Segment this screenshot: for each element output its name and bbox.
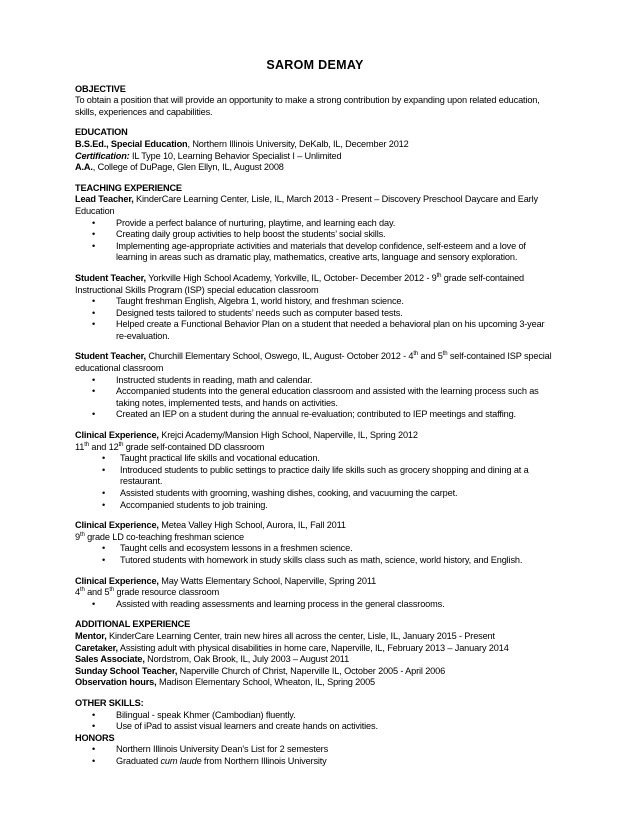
list-item: • Use of iPad to assist visual learners and create hands on activities. xyxy=(116,721,555,733)
additional-heading: ADDITIONAL EXPERIENCE xyxy=(75,619,191,630)
resume-name: SAROM DEMAY xyxy=(266,58,364,72)
honors-text: from Northern Illinois University xyxy=(201,755,327,766)
education-line xyxy=(75,151,555,163)
list-item xyxy=(116,756,555,768)
teaching-heading: TEACHING EXPERIENCE xyxy=(75,182,182,193)
list-item: • Assisted students with grooming, washing dishes, cooking, and vacuuming the carpet. xyxy=(120,488,555,500)
job-detail-cont: self-contained ISP special educational classroom xyxy=(75,351,552,374)
superscript: th xyxy=(436,272,442,279)
job-role: Clinical Experience, xyxy=(75,575,159,586)
education-section xyxy=(75,127,555,173)
superscript: th xyxy=(84,441,89,448)
education-line xyxy=(75,162,555,174)
skills-section xyxy=(75,698,555,768)
certification-label: Certification: xyxy=(75,150,130,161)
objective-section xyxy=(75,84,555,119)
job-clinical-krejci xyxy=(75,430,555,511)
grade-text: and 5 xyxy=(84,587,110,598)
additional-line xyxy=(75,631,555,643)
list-item: • Provide a perfect balance of nurturing, playtime, and learning each day. xyxy=(116,218,555,230)
list-item: • Taught freshman English, Algebra 1, world history, and freshman science. xyxy=(116,296,555,308)
role-label: Sunday School Teacher, xyxy=(75,665,178,676)
associate-detail: , College of DuPage, Glen Ellyn, IL, August 2008 xyxy=(92,162,284,173)
degree-label: B.S.Ed., Special Education xyxy=(75,138,188,149)
honors-heading: HONORS xyxy=(75,732,115,743)
grade-text: 9 xyxy=(75,531,80,542)
list-item: • Designed tests tailored to students’ needs such as computer based tests. xyxy=(116,308,555,320)
skills-heading: OTHER SKILLS: xyxy=(75,697,144,708)
job-lead-teacher xyxy=(75,194,555,264)
education-line xyxy=(75,139,555,151)
job-detail: Krejci Academy/Mansion High School, Naperville, IL, Spring 2012 xyxy=(158,430,418,441)
grade-text: 4 xyxy=(75,587,80,598)
role-label: Caretaker, xyxy=(75,642,118,653)
job-detail-mid: and 5 xyxy=(418,351,443,362)
list-item: • Assisted with reading assessments and learning process in the general classrooms. xyxy=(116,599,555,611)
honors-text: Graduated xyxy=(116,755,161,766)
superscript: th xyxy=(79,587,85,594)
list-item: • Taught practical life skills and vocational education. xyxy=(120,453,555,465)
job-role: Lead Teacher, xyxy=(75,194,134,205)
grade-text: 11 xyxy=(75,441,85,452)
education-heading: EDUCATION xyxy=(75,127,128,138)
job-detail: May Watts Elementary School, Naperville, Spring 2011 xyxy=(158,575,377,586)
job-role: Clinical Experience, xyxy=(75,520,159,531)
honors-italic: cum laude xyxy=(160,755,202,766)
associate-label: A.A. xyxy=(75,162,93,173)
list-item: • Taught cells and ecosystem lessons in a freshmen science. xyxy=(120,543,555,555)
role-label: Observation hours, xyxy=(75,677,157,688)
role-label: Mentor, xyxy=(75,630,107,641)
resume-page xyxy=(75,60,555,767)
degree-detail: , Northern Illinois University, DeKalb, IL, December 2012 xyxy=(187,138,409,149)
grade-text: grade self-contained DD classroom xyxy=(123,441,265,452)
job-clinical-maywatts xyxy=(75,576,555,611)
objective-heading: OBJECTIVE xyxy=(75,83,126,94)
additional-line xyxy=(75,666,555,678)
list-item: • Accompanied students to job training. xyxy=(120,500,555,512)
role-detail: Nordstrom, Oak Brook, IL, July 2003 – August 2011 xyxy=(144,654,350,665)
grade-text: and 12 xyxy=(88,441,119,452)
role-detail: Naperville Church of Christ, Naperville IL, October 2005 - April 2006 xyxy=(177,665,446,676)
objective-text: To obtain a position that will provide an opportunity to make a strong contribution by expanding upon related education, skills, experiences and capabilities. xyxy=(75,95,540,117)
job-detail-cont: grade self-contained Instructional Skills Program (ISP) special education classroom xyxy=(75,272,525,295)
superscript: th xyxy=(109,587,115,594)
list-item: • Creating daily group activities to help boost the students’ social skills. xyxy=(116,229,555,241)
job-detail: Churchill Elementary School, Oswego, IL, August- October 2012 - 4 xyxy=(145,351,414,362)
job-student-teacher-yorkville xyxy=(75,273,555,343)
job-detail: Metea Valley High School, Aurora, IL, Fall 2011 xyxy=(158,520,346,531)
certification-detail: IL Type 10, Learning Behavior Specialist I – Unlimited xyxy=(129,150,342,161)
role-label: Sales Associate, xyxy=(75,654,145,665)
job-role: Clinical Experience, xyxy=(75,430,159,441)
grade-text: grade resource classroom xyxy=(114,587,220,598)
list-item: • Introduced students to public settings to practice daily life skills such as grocery shopping and dining at a restaurant. xyxy=(120,465,555,488)
superscript: th xyxy=(79,531,85,538)
job-student-teacher-churchill xyxy=(75,351,555,421)
additional-section xyxy=(75,619,555,689)
job-detail: Yorkville High School Academy, Yorkville, IL, October- December 2012 - 9 xyxy=(145,272,437,283)
job-clinical-metea xyxy=(75,520,555,566)
list-item: • Northern Illinois University Dean’s List for 2 semesters xyxy=(116,744,555,756)
job-role: Student Teacher, xyxy=(75,351,146,362)
additional-line xyxy=(75,677,555,689)
teaching-section xyxy=(75,183,555,611)
list-item: • Helped create a Functional Behavior Plan on a student that needed a behavioral plan on his upcoming 3-year re-evaluation. xyxy=(116,319,555,342)
list-item: • Instructed students in reading, math and calendar. xyxy=(116,375,555,387)
list-item: • Tutored students with homework in study skills class such as math, science, world history, and English. xyxy=(120,555,555,567)
list-item: • Implementing age-appropriate activities and materials that develop confidence, self-esteem and a love of learning in areas such as dramatic play, mathematics, creative arts, language and sensory exploration. xyxy=(116,241,555,264)
list-item: • Bilingual - speak Khmer (Cambodian) fluently. xyxy=(116,710,555,722)
role-detail: Assisting adult with physical disabilities in home care, Naperville, IL, February 2013 – January 2014 xyxy=(117,642,509,653)
list-item: • Created an IEP on a student during the annual re-evaluation; contributed to IEP meetings and staffing. xyxy=(116,409,555,421)
superscript: th xyxy=(118,441,124,448)
grade-text: grade LD co-teaching freshman science xyxy=(84,531,244,542)
superscript: th xyxy=(442,351,448,358)
additional-line xyxy=(75,654,555,666)
list-item: • Accompanied students into the general education classroom and assisted with the learning process such as taking notes, implemented tests, and hands on activities. xyxy=(116,386,555,409)
job-role: Student Teacher, xyxy=(75,272,146,283)
role-detail: KinderCare Learning Center, train new hires all across the center, Lisle, IL, January 2015 - Present xyxy=(106,630,495,641)
job-detail: KinderCare Learning Center, Lisle, IL, March 2013 - Present – Discovery Preschool Daycare and Early Education xyxy=(75,194,538,216)
superscript: th xyxy=(413,351,419,358)
role-detail: Madison Elementary School, Wheaton, IL, Spring 2005 xyxy=(156,677,375,688)
additional-line xyxy=(75,643,555,655)
